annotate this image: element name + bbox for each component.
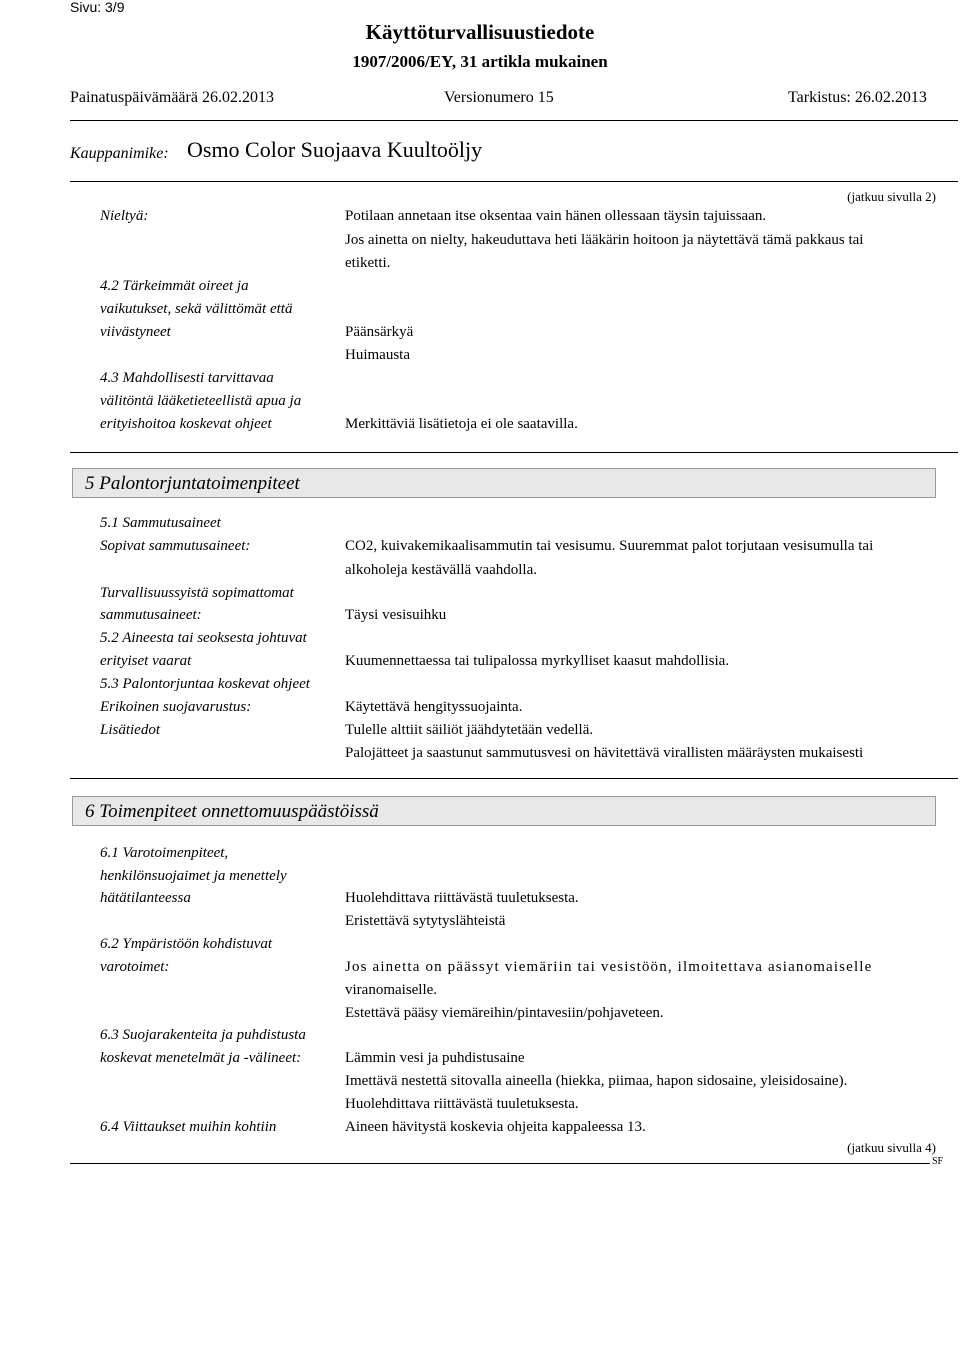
section-4-3-label-1: 4.3 Mahdollisesti tarvittavaa [100,370,274,386]
section-6-4-title: 6.4 Viittaukset muihin kohtiin [100,1119,277,1135]
section-4-2-label-3: viivästyneet [100,324,171,340]
section-5-3-title: 5.3 Palontorjuntaa koskevat ohjeet [100,676,310,692]
trade-name-divider [70,181,958,182]
ingestion-text-3: etiketti. [345,255,391,271]
section-5-2-title-1: 5.2 Aineesta tai seoksesta johtuvat [100,630,307,646]
print-date: Painatuspäivämäärä 26.02.2013 [70,89,274,106]
unsuitable-media-label-2: sammutusaineet: [100,607,202,623]
section-4-divider [70,452,958,453]
suitable-media-label: Sopivat sammutusaineet: [100,538,251,554]
version-number: Versionumero 15 [444,89,554,106]
ingestion-text-1: Potilaan annetaan itse oksentaa vain hänen ollessaan täysin tajuissaan. [345,208,767,224]
protective-equipment-value: Käytettävä hengityssuojainta. [345,699,523,715]
section-4-3-label-3: erityishoitoa koskevat ohjeet [100,416,272,432]
section-6-heading: 6 Toimenpiteet onnettomuuspäästöissä [72,796,936,826]
section-6-3-title-2: koskevat menetelmät ja -välineet: [100,1050,302,1066]
section-6-2-value-3: Estettävä pääsy viemäreihin/pintavesiin/pohjaveteen. [345,1005,664,1021]
section-4-3-label-2: välitöntä lääketieteellistä apua ja [100,393,302,409]
additional-info-label: Lisätiedot [100,722,161,738]
language-code: SF [932,1156,944,1167]
revision-date: Tarkistus: 26.02.2013 [788,89,927,106]
ingestion-text-2: Jos ainetta on nielty, hakeuduttava heti lääkärin hoitoon ja näytettävä tämä pakkaus tai [345,232,864,248]
unsuitable-media-label-1: Turvallisuussyistä sopimattomat [100,585,294,601]
protective-equipment-label: Erikoinen suojavarustus: [100,699,252,715]
continued-to-note: (jatkuu sivulla 4) [847,1140,936,1155]
section-6-1-value-1: Huolehdittava riittävästä tuuletuksesta. [345,890,579,906]
symptom-headache: Päänsärkyä [345,324,414,340]
section-6-3-value-2: Imettävä nestettä sitovalla aineella (hiekka, piimaa, hapon sidosaine, yleisidosaine). [345,1073,848,1089]
section-6-1-title-2: henkilönsuojaimet ja menettely [100,868,287,884]
trade-name: Osmo Color Suojaava Kuultoöljy [187,137,483,162]
section-4-3-value: Merkittäviä lisätietoja ei ole saatavilla. [345,416,578,432]
special-hazards-value: Kuumennettaessa tai tulipalossa myrkylliset kaasut mahdollisia. [345,653,730,669]
section-6-2-title-1: 6.2 Ympäristöön kohdistuvat [100,936,273,952]
section-5-2-title-2: erityiset vaarat [100,653,192,669]
additional-info-text-2: Palojätteet ja saastunut sammutusvesi on hävitettävä virallisten määräysten mukaisesti [345,745,864,761]
section-6-2-title-2: varotoimet: [100,959,170,975]
section-4-2-label-1: 4.2 Tärkeimmät oireet ja [100,278,249,294]
symptom-dizziness: Huimausta [345,347,410,363]
section-6-1-value-2: Eristettävä sytytyslähteistä [345,913,506,929]
ingestion-label: Nieltyä: [100,208,149,224]
section-6-4-value: Aineen hävitystä koskevia ohjeita kappaleessa 13. [345,1119,646,1135]
header-divider [70,120,958,121]
section-6-3-title-1: 6.3 Suojarakenteita ja puhdistusta [100,1027,306,1043]
section-4-2-label-2: vaikutukset, sekä välittömät että [100,301,293,317]
section-6-1-title-3: hätätilanteessa [100,890,191,906]
section-5-heading: 5 Palontorjuntatoimenpiteet [72,468,936,498]
additional-info-text-1: Tulelle alttiit säiliöt jäähdytetään vedellä. [345,722,594,738]
suitable-media-text-1: CO2, kuivakemikaalisammutin tai vesisumu. Suuremmat palot torjutaan vesisumulla tai [345,538,874,554]
trade-name-label: Kauppanimike: [70,145,169,162]
document-subtitle: 1907/2006/EY, 31 artikla mukainen [352,52,608,71]
continued-from-note: (jatkuu sivulla 2) [847,189,936,204]
section-5-divider [70,778,958,779]
section-6-2-value-1: Jos ainetta on päässyt viemäriin tai vesistöön, ilmoitettava asianomaiselle [345,959,873,975]
section-6-2-value-2: viranomaiselle. [345,982,438,998]
suitable-media-text-2: alkoholeja kestävällä vaahdolla. [345,562,538,578]
section-6-1-title-1: 6.1 Varotoimenpiteet, [100,845,229,861]
footer-divider [70,1163,930,1164]
page-number: Sivu: 3/9 [70,0,125,15]
unsuitable-media-value: Täysi vesisuihku [345,607,447,623]
document-title: Käyttöturvallisuustiedote [365,20,595,44]
section-6-3-value-3: Huolehdittava riittävästä tuuletuksesta. [345,1096,579,1112]
section-5-1-title: 5.1 Sammutusaineet [100,515,221,531]
section-6-3-value-1: Lämmin vesi ja puhdistusaine [345,1050,525,1066]
